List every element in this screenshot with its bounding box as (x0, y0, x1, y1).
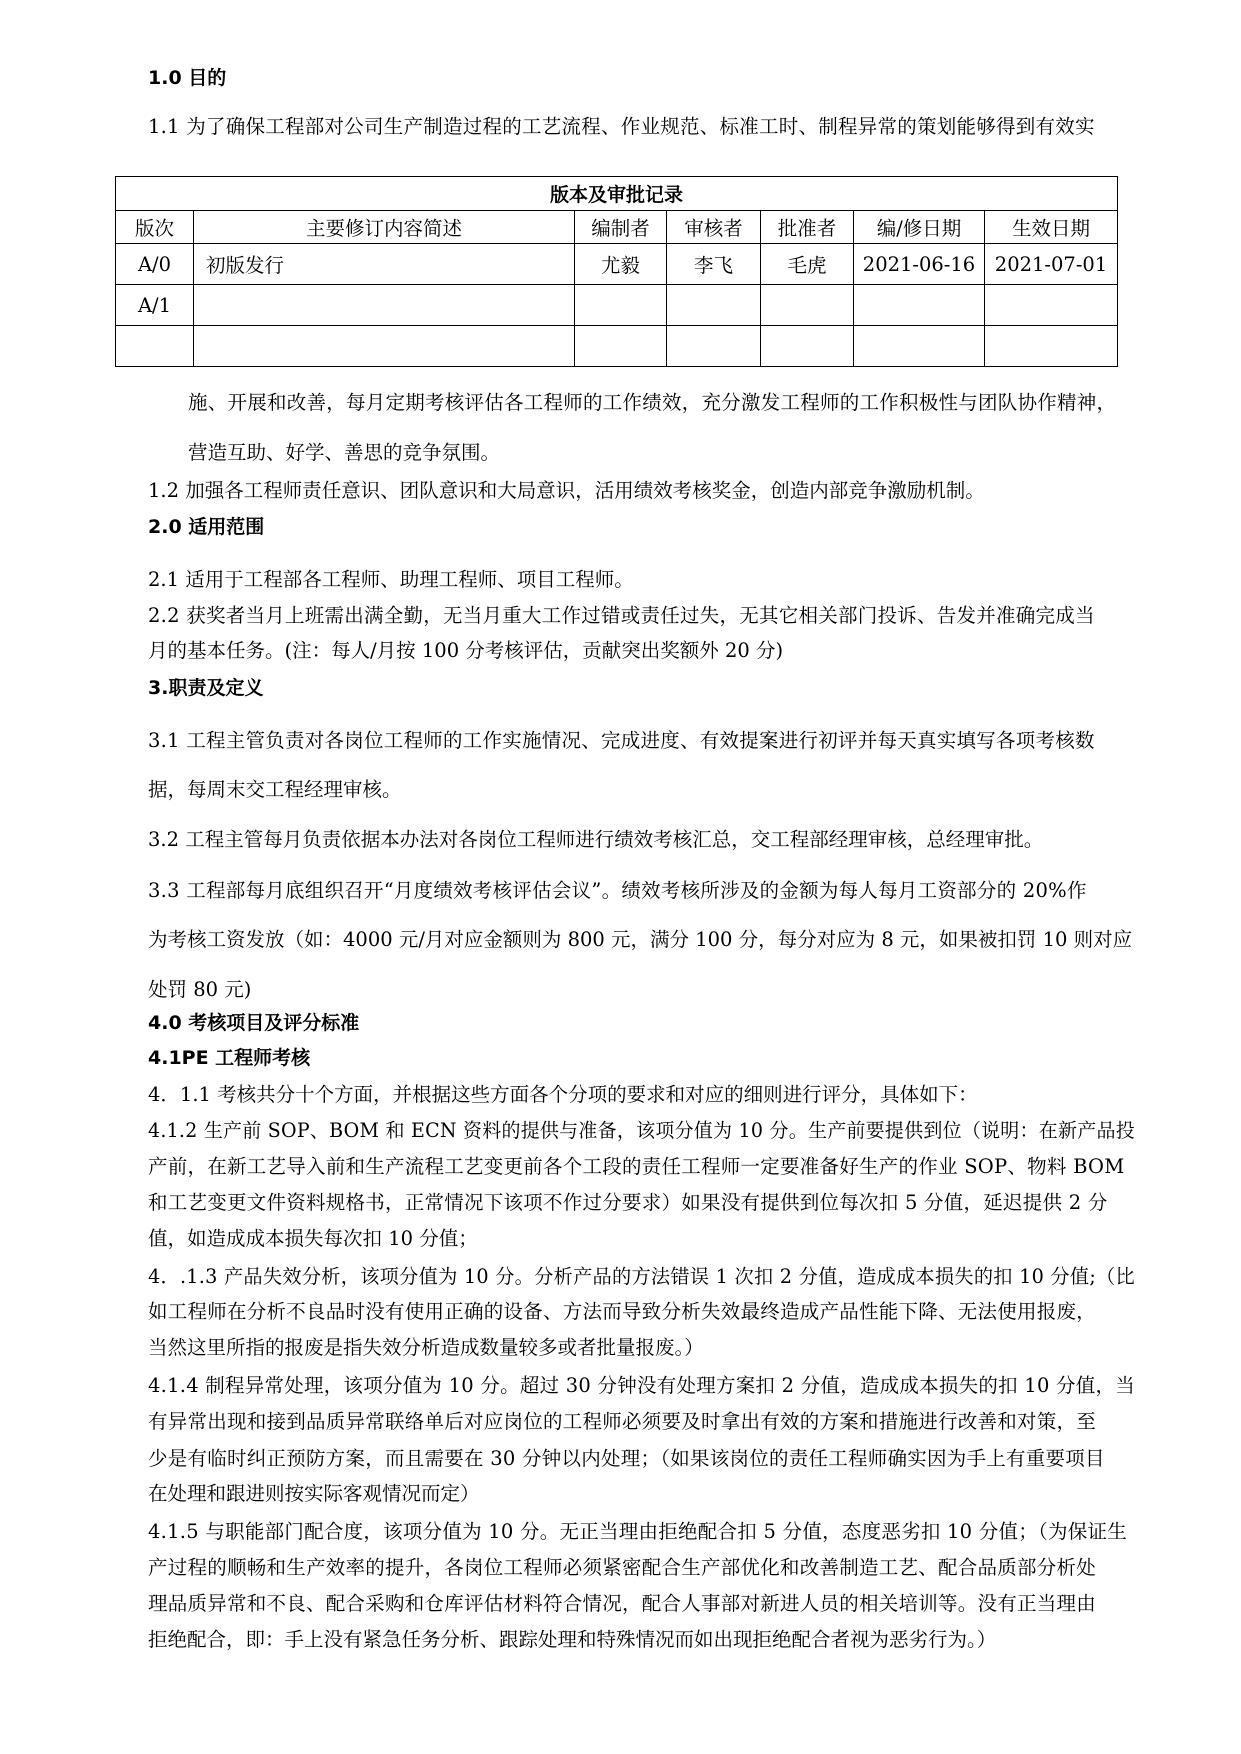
table-cell (985, 285, 1118, 326)
table-cell (116, 326, 194, 367)
clause-line: 4.1.5 与职能部门配合度，该项分值为 10 分。无正当理由拒绝配合扣 5 分值，态度恶劣扣 10 分值；（为保证生 (148, 1520, 1128, 1543)
table-cell (985, 326, 1118, 367)
clause-line: 4．.1.3 产品失效分析，该项分值为 10 分。分析产品的方法错误 1 次扣 2 分值，造成成本损失的扣 10 分值;（比 (148, 1265, 1136, 1288)
table-cell (667, 285, 761, 326)
clause-line: 当然这里所指的报废是指失效分析造成数量较多或者批量报废。） (148, 1336, 704, 1359)
paragraph-2-2-line-1: 2.2 获奖者当月上班需出满全勤，无当月重大工作过错或责任过失，无其它相关部门投诉、告发并准确完成当 (148, 604, 1095, 627)
column-header: 编/修日期 (854, 211, 985, 244)
paragraph-1-1-line-3: 营造互助、好学、善思的竞争氛围。 (188, 441, 501, 464)
column-header: 批准者 (761, 211, 854, 244)
clause-line: 和工艺变更文件资料规格书，正常情况下该项不作过分要求）如果没有提供到位每次扣 5 分值，延迟提供 2 分 (148, 1191, 1108, 1214)
paragraph-3-3-line-3: 处罚 80 元) (148, 978, 252, 1001)
section-4-heading: 4.0 考核项目及评分标准 (148, 1012, 360, 1034)
paragraph-3-1-line-1: 3.1 工程主管负责对各岗位工程师的工作实施情况、完成进度、有效提案进行初评并每天真实填写各项考核数 (148, 729, 1095, 752)
table-cell: 2021-07-01 (985, 244, 1118, 285)
column-header: 主要修订内容简述 (194, 211, 575, 244)
table-row (116, 285, 1118, 326)
clause-line: 理品质异常和不良、配合采购和仓库评估材料符合情况，配合人事部对新进人员的相关培训等。没有正当理由 (148, 1592, 1097, 1615)
paragraph-3-1-line-2: 据，每周末交工程经理审核。 (148, 778, 402, 801)
paragraph-1-1-line-1: 1.1 为了确保工程部对公司生产制造过程的工艺流程、作业规范、标准工时、制程异常的策划能够得到有效实 (148, 115, 1095, 138)
column-header: 编制者 (575, 211, 667, 244)
clause-line: 少是有临时纠正预防方案，而且需要在 30 分钟以内处理；（如果该岗位的责任工程师确实因为手上有重要项目 (148, 1447, 1105, 1470)
clause-line: 4.1.4 制程异常处理，该项分值为 10 分。超过 30 分钟没有处理方案扣 2 分值，造成成本损失的扣 10 分值，当 (148, 1374, 1136, 1397)
section-4-1-heading: 4.1PE 工程师考核 (148, 1047, 311, 1069)
clause-line: 产前，在新工艺导入前和生产流程工艺变更前各个工段的责任工程师一定要准备好生产的作业 SOP、物料 BOM (148, 1155, 1125, 1178)
clause-line: 4.1.2 生产前 SOP、BOM 和 ECN 资料的提供与准备，该项分值为 10 分。生产前要提供到位（说明：在新产品投 (148, 1119, 1135, 1142)
table-cell (854, 326, 985, 367)
paragraph-1-2: 1.2 加强各工程师责任意识、团队意识和大局意识，活用绩效考核奖金，创造内部竞争激励机制。 (148, 479, 985, 502)
table-cell (194, 285, 575, 326)
clause-line: 4．1.1 考核共分十个方面，并根据这些方面各个分项的要求和对应的细则进行评分，具体如下： (148, 1083, 978, 1106)
paragraph-1-1-line-2: 施、开展和改善，每月定期考核评估各工程师的工作绩效，充分激发工程师的工作积极性与团队协作精神， (188, 391, 1117, 414)
table-cell: 初版发行 (194, 244, 575, 285)
table-row (116, 326, 1118, 367)
table-cell (575, 285, 667, 326)
section-3-heading: 3.职责及定义 (148, 677, 264, 699)
clause-line: 拒绝配合，即：手上没有紧急任务分析、跟踪处理和特殊情况而如出现拒绝配合者视为恶劣行为。） (148, 1628, 997, 1651)
table-cell (575, 326, 667, 367)
table-cell (194, 326, 575, 367)
paragraph-3-3-line-1: 3.3 工程部每月底组织召开“月度绩效考核评估会议”。绩效考核所涉及的金额为每人每月工资部分的 20%作 (148, 879, 1087, 902)
paragraph-3-2: 3.2 工程主管每月负责依据本办法对各岗位工程师进行绩效考核汇总，交工程部经理审核，总经理审批。 (148, 828, 1044, 851)
section-2-heading: 2.0 适用范围 (148, 516, 265, 538)
clause-line: 有异常出现和接到品质异常联络单后对应岗位的工程师必须要及时拿出有效的方案和措施进行改善和对策，至 (148, 1410, 1097, 1433)
column-header: 生效日期 (985, 211, 1118, 244)
table-row (116, 244, 1118, 285)
table-cell (667, 326, 761, 367)
table-cell: 李飞 (667, 244, 761, 285)
paragraph-2-2-line-2: 月的基本任务。(注：每人/月按 100 分考核评估，贡献突出奖额外 20 分) (148, 639, 784, 662)
clause-line: 如工程师在分析不良品时没有使用正确的设备、方法而导致分析失效最终造成产品性能下降、无法使用报废， (148, 1300, 1097, 1323)
paragraph-3-3-line-2: 为考核工资发放（如：4000 元/月对应金额则为 800 元，满分 100 分，每分对应为 8 元，如果被扣罚 10 则对应 (148, 928, 1133, 951)
table-cell: 毛虎 (761, 244, 854, 285)
section-1-heading: 1.0 目的 (148, 67, 227, 89)
revision-approval-table (115, 176, 1118, 367)
clause-line: 产过程的顺畅和生产效率的提升，各岗位工程师必须紧密配合生产部优化和改善制造工艺、配合品质部分析处 (148, 1556, 1097, 1579)
column-header: 审核者 (667, 211, 761, 244)
table-cell: A/0 (116, 244, 194, 285)
table-cell (761, 326, 854, 367)
paragraph-2-1: 2.1 适用于工程部各工程师、助理工程师、项目工程师。 (148, 568, 634, 591)
column-header: 版次 (116, 211, 194, 244)
table-cell: 2021-06-16 (854, 244, 985, 285)
clause-line: 在处理和跟进则按实际客观情况而定） (148, 1482, 480, 1505)
table-cell (761, 285, 854, 326)
clause-line: 值，如造成成本损失每次扣 10 分值； (148, 1227, 478, 1250)
table-cell: 尤毅 (575, 244, 667, 285)
table-cell (854, 285, 985, 326)
table-cell: A/1 (116, 285, 194, 326)
table-title: 版本及审批记录 (116, 177, 1118, 211)
table-header-row (116, 211, 1118, 244)
